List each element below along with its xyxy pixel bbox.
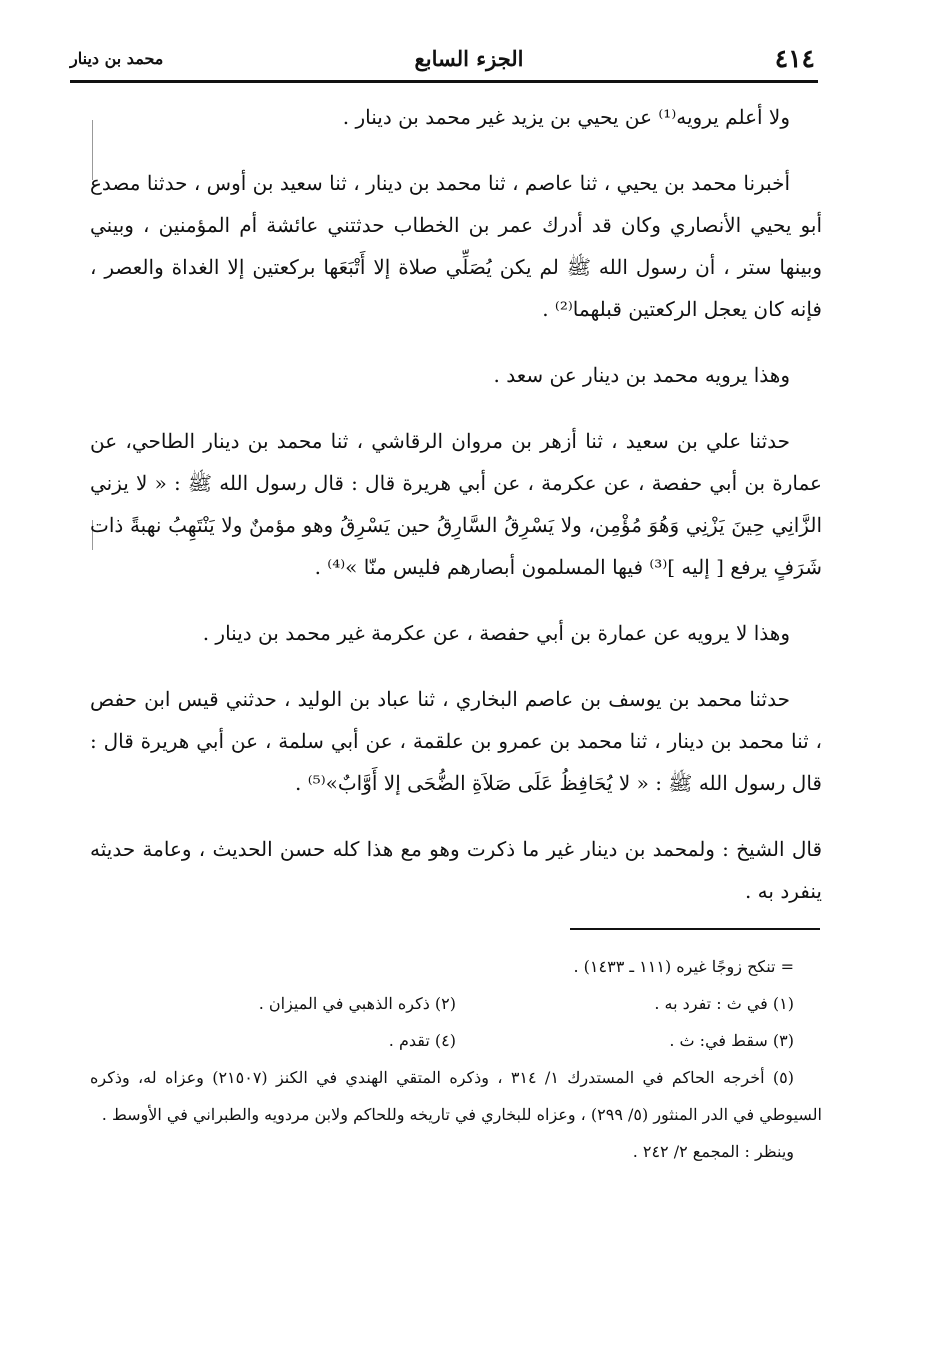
footnote-row	[90, 985, 822, 1022]
paragraph: حدثنا محمد بن يوسف بن عاصم البخاري ، ثنا عباد بن الوليد ، حدثني قيس ابن حفص ، ثنا محمد بن دينار ، ثنا محمد بن عمرو بن علقمة ، عن أبي سلمة ، عن أبي هريرة قال : قال رسول الله ﷺ : « لا يُحَافِظُ عَلَى صَلاَةِ الضُّحَى إلا أَوَّابٌ»⁽⁵⁾ .	[90, 687, 823, 795]
page-header	[70, 38, 815, 78]
footnote: (٥) أخرجه الحاكم في المستدرك ١/ ٣١٤ ، وذكره المتقي الهندي في الكنز (٢١٥٠٧) وعزاه له، وذكره السيوطي في الدر المنثور (٥/ ٢٩٩) ، وعزاه للبخاري في تاريخه وللحاكم ولابن مردويه والطبراني في الأوسط .	[90, 1068, 822, 1124]
main-text	[90, 96, 822, 912]
paragraph: ولا أعلم يرويه⁽¹⁾ عن يحيي بن يزيد غير محمد بن دينار .	[342, 105, 790, 129]
running-head-author: محمد بن دينار	[70, 48, 164, 68]
footnote: (٢) ذكره الذهبي في الميزان .	[258, 994, 456, 1013]
paragraph: حدثنا علي بن سعيد ، ثنا أزهر بن مروان الرقاشي ، ثنا محمد بن دينار الطاحي، عن عمارة بن أبي حفصة ، عن عكرمة ، عن أبي هريرة قال : قال رسول الله ﷺ : « لا يزني الزَّانِي حِينَ يَزْنِي وَهُوَ مُؤْمِن، ولا يَسْرِقُ السَّارِقُ حين يَسْرِقُ وهو مؤمنٌ ولا يَنْتَهِبُ نهبةً ذات شَرَفٍ يرفع [ إليه ]⁽³⁾ فيها المسلمون أبصارهم فليس منّا »⁽⁴⁾ .	[90, 429, 822, 579]
footnote-see-also: وينظر : المجمع ٢/ ٢٤٢ .	[632, 1142, 794, 1161]
paragraph: وهذا يرويه محمد بن دينار عن سعد .	[493, 363, 790, 387]
footnote: (٤) تقدم .	[388, 1031, 456, 1050]
footnote: (١) في ث : تفرد به .	[654, 994, 794, 1013]
paragraph: وهذا لا يرويه عن عمارة بن أبي حفصة ، عن عكرمة غير محمد بن دينار .	[202, 621, 790, 645]
footnote-carryover: = تنكح زوجًا غيره (١١١ ـ ١٤٣٣) .	[573, 957, 794, 976]
part-title: الجزء السابع	[414, 45, 524, 71]
paragraph: أخبرنا محمد بن يحيي ، ثنا عاصم ، ثنا محمد بن دينار ، ثنا سعيد بن أوس ، حدثنا مصدع أبو يحيي الأنصاري وكان قد أدرك عمر بن الخطاب حدثتني عائشة أم المؤمنين ، وبيني وبينها ستر ، أن رسول الله ﷺ لم يكن يُصَلِّي صلاة إلا أَتْبَعَها بركعتين إلا الغداة والعصر ، فإنه كان يعجل الركعتين قبلهما⁽²⁾ .	[90, 171, 822, 321]
footnote-rule	[570, 928, 820, 930]
footnotes	[90, 948, 822, 1170]
footnote: (٣) سقط في: ث .	[669, 1031, 794, 1050]
page-number: ٤١٤	[774, 43, 815, 73]
paragraph: قال الشيخ : ولمحمد بن دينار غير ما ذكرت وهو مع هذا كله حسن الحديث ، وعامة حديثه ينفرد به .	[90, 837, 822, 903]
header-rule	[70, 80, 818, 83]
footnote-row	[90, 1022, 822, 1059]
